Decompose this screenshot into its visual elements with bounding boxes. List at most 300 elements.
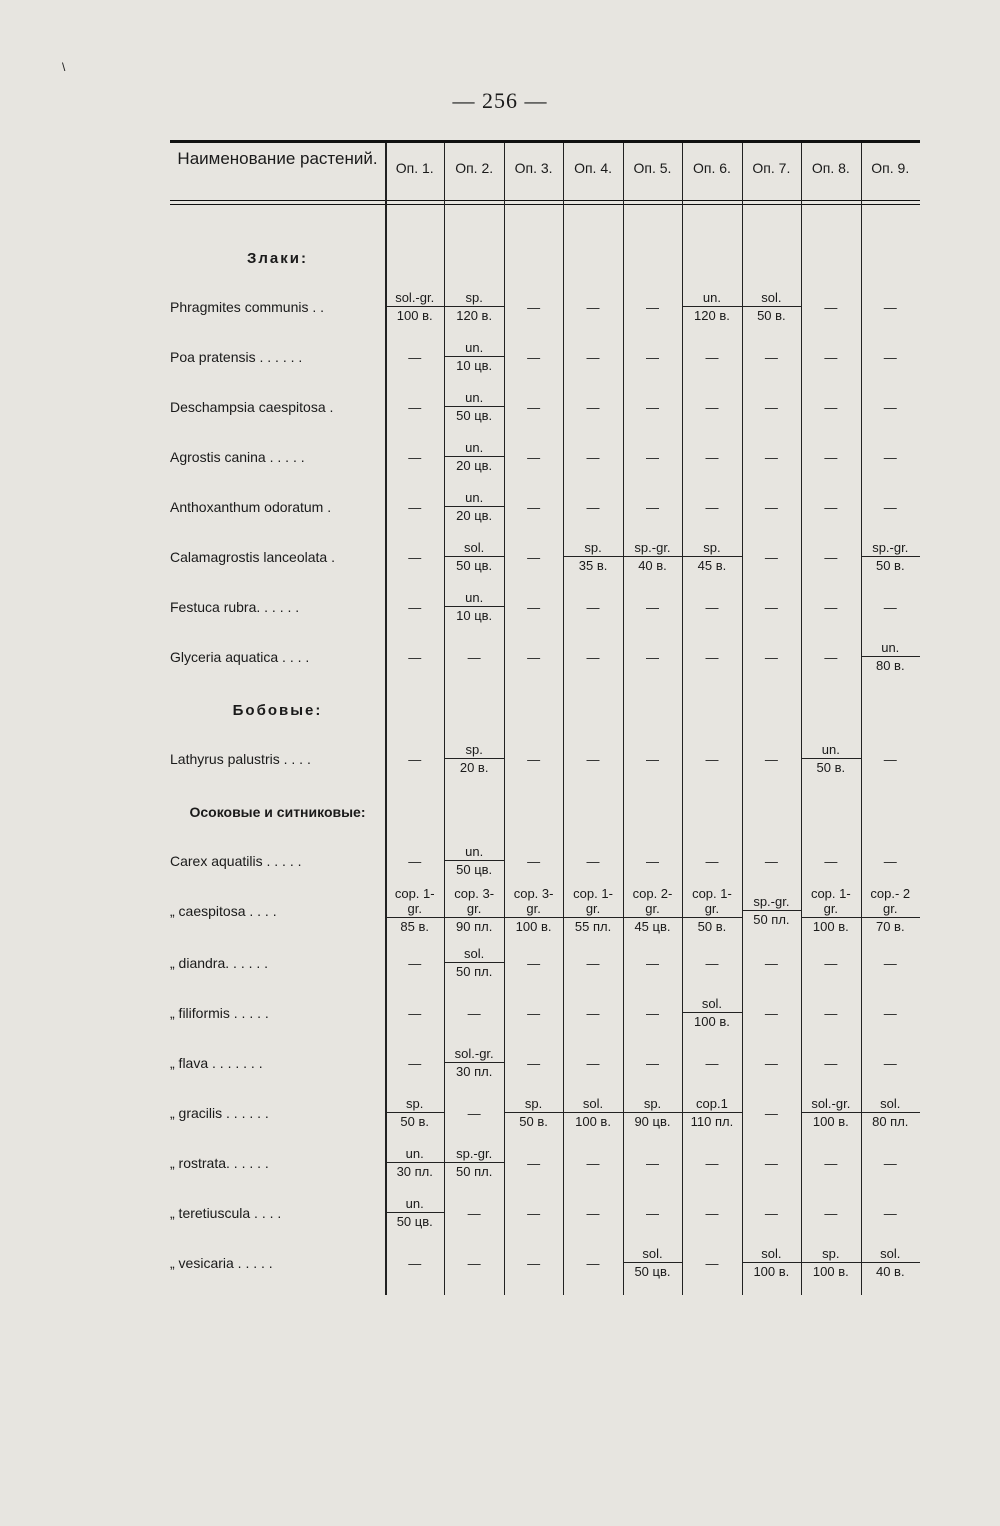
cell-abundance: sp. xyxy=(643,1096,662,1111)
stray-mark: \ xyxy=(62,60,66,74)
plant-name: Glyceria aquatica . . . . xyxy=(170,649,310,665)
table-cell xyxy=(504,1056,563,1071)
cell-dash: — xyxy=(645,752,659,767)
cell-abundance: un. xyxy=(821,742,840,757)
cell-dash: — xyxy=(824,956,838,971)
table-cell xyxy=(861,600,920,615)
cell-quantity: 100 в. xyxy=(504,917,563,934)
cell-abundance: un. xyxy=(465,340,484,355)
cell-dash: — xyxy=(467,650,481,665)
cell-abundance: sp.-gr. xyxy=(753,894,790,909)
table-cell xyxy=(444,650,503,665)
table-cell xyxy=(742,350,801,365)
table-cell xyxy=(444,1256,503,1271)
cell-dash: — xyxy=(408,956,422,971)
cell-dash: — xyxy=(764,450,778,465)
table-cell xyxy=(861,1206,920,1221)
table-cell xyxy=(385,752,444,767)
table-cell xyxy=(563,1256,622,1271)
cell-dash: — xyxy=(883,752,897,767)
table-cell xyxy=(563,350,622,365)
plant-name: Festuca rubra. . . . . . xyxy=(170,599,300,615)
cell-abundance: cop. 1- xyxy=(573,886,613,901)
cell-dash: — xyxy=(645,450,659,465)
cell-quantity: 90 пл. xyxy=(444,917,503,934)
cell-quantity: 100 в. xyxy=(801,1262,860,1279)
table-cell xyxy=(861,854,920,869)
table-cell xyxy=(742,450,801,465)
table-cell xyxy=(563,886,622,934)
cell-quantity: 90 цв. xyxy=(623,1112,682,1129)
table-cell xyxy=(742,1206,801,1221)
table-cell xyxy=(742,1156,801,1171)
table-cell xyxy=(623,1096,682,1129)
table-cell xyxy=(385,1096,444,1129)
table-cell xyxy=(682,500,741,515)
cell-quantity: 10 цв. xyxy=(444,606,503,623)
cell-dash: — xyxy=(527,1206,541,1221)
cell-quantity: 50 цв. xyxy=(444,860,503,877)
cell-dash: — xyxy=(824,1056,838,1071)
plant-name: „ gracilis . . . . . . xyxy=(170,1105,269,1121)
cell-dash: — xyxy=(527,752,541,767)
cell-quantity: 80 в. xyxy=(861,656,920,673)
table-cell xyxy=(682,854,741,869)
cell-dash: — xyxy=(586,600,600,615)
cell-abundance: gr. xyxy=(823,901,839,916)
table-cell xyxy=(623,886,682,934)
table-cell xyxy=(623,1246,682,1279)
table-cell xyxy=(504,1096,563,1129)
cell-quantity: 50 цв. xyxy=(385,1212,444,1229)
cell-dash: — xyxy=(408,1256,422,1271)
plant-name: „ flava . . . . . . . xyxy=(170,1055,263,1071)
cell-quantity: 80 пл. xyxy=(861,1112,920,1129)
cell-abundance: gr. xyxy=(407,901,422,916)
cell-dash: — xyxy=(586,752,600,767)
plant-name: „ vesicaria . . . . . xyxy=(170,1255,273,1271)
header-column-9: Оп. 9. xyxy=(871,160,910,176)
cell-dash: — xyxy=(408,600,422,615)
cell-abundance: cop. 1- xyxy=(810,886,851,901)
cell-dash: — xyxy=(883,854,897,869)
cell-dash: — xyxy=(645,350,659,365)
cell-dash: — xyxy=(764,350,778,365)
table-cell xyxy=(623,540,682,573)
cell-abundance: sol. xyxy=(464,946,485,961)
cell-abundance: cop.- 2 xyxy=(870,886,911,901)
table-cell xyxy=(563,400,622,415)
cell-quantity: 50 цв. xyxy=(623,1262,682,1279)
table-cell xyxy=(682,1096,741,1129)
header-column-1: Оп. 1. xyxy=(395,160,434,176)
cell-dash: — xyxy=(527,300,541,315)
cell-dash: — xyxy=(527,1156,541,1171)
plant-name: Agrostis canina . . . . . xyxy=(170,449,305,465)
table-cell xyxy=(801,400,860,415)
cell-abundance: un. xyxy=(465,844,484,859)
cell-abundance: sp.-gr. xyxy=(872,540,909,555)
cell-abundance: sol. xyxy=(761,290,782,305)
cell-quantity: 50 в. xyxy=(385,1112,444,1129)
table-cell xyxy=(444,540,503,573)
cell-dash: — xyxy=(883,1056,897,1071)
table-cell xyxy=(623,300,682,315)
table-cell xyxy=(742,500,801,515)
table-cell xyxy=(504,752,563,767)
cell-dash: — xyxy=(408,350,422,365)
cell-dash: — xyxy=(527,400,541,415)
table-cell xyxy=(623,1006,682,1021)
plant-name: Deschampsia caespitosa . xyxy=(170,399,334,415)
cell-dash: — xyxy=(883,500,897,515)
cell-dash: — xyxy=(586,1156,600,1171)
table-cell xyxy=(385,1006,444,1021)
table-cell xyxy=(385,1196,444,1229)
cell-abundance: sp. xyxy=(822,1246,840,1261)
header-rule-1 xyxy=(170,200,920,201)
header-plant-name: Наименование растений. xyxy=(177,149,378,168)
table-cell xyxy=(504,1006,563,1021)
cell-dash: — xyxy=(705,350,719,365)
table-cell xyxy=(444,946,503,979)
cell-quantity: 50 пл. xyxy=(444,1162,503,1179)
cell-quantity: 120 в. xyxy=(444,306,503,323)
table-cell xyxy=(444,490,503,523)
table-cell xyxy=(801,1206,860,1221)
table-cell xyxy=(801,350,860,365)
cell-quantity: 100 в. xyxy=(742,1262,801,1279)
cell-abundance: cop. 2- xyxy=(632,886,673,901)
table-cell xyxy=(861,752,920,767)
cell-abundance: sp.-gr. xyxy=(634,540,671,555)
table-cell xyxy=(385,650,444,665)
cell-quantity: 50 в. xyxy=(801,758,860,775)
table-cell xyxy=(861,640,920,673)
table-cell xyxy=(504,650,563,665)
cell-abundance: gr. xyxy=(585,901,601,916)
cell-dash: — xyxy=(705,1056,719,1071)
cell-abundance: sp. xyxy=(406,1096,424,1111)
cell-dash: — xyxy=(705,500,719,515)
cell-quantity: 20 цв. xyxy=(444,456,503,473)
table-cell xyxy=(801,500,860,515)
cell-dash: — xyxy=(824,500,838,515)
cell-dash: — xyxy=(824,550,838,565)
cell-abundance: cop. 3- xyxy=(513,886,554,901)
cell-abundance: sol. xyxy=(464,540,485,555)
cell-quantity: 50 в. xyxy=(504,1112,563,1129)
cell-dash: — xyxy=(824,450,838,465)
table-cell xyxy=(801,742,860,775)
cell-quantity: 100 в. xyxy=(801,1112,860,1129)
cell-dash: — xyxy=(645,500,659,515)
plant-table xyxy=(170,140,920,1295)
cell-abundance: un. xyxy=(702,290,721,305)
table-cell xyxy=(563,600,622,615)
cell-dash: — xyxy=(645,400,659,415)
table-top-rule xyxy=(170,140,920,143)
cell-abundance: sol. xyxy=(880,1096,901,1111)
cell-dash: — xyxy=(764,956,778,971)
table-cell xyxy=(682,996,741,1029)
table-cell xyxy=(623,450,682,465)
table-cell xyxy=(504,500,563,515)
table-cell xyxy=(563,1096,622,1129)
cell-dash: — xyxy=(705,450,719,465)
cell-dash: — xyxy=(705,854,719,869)
cell-abundance: un. xyxy=(465,440,484,455)
table-cell xyxy=(563,1056,622,1071)
cell-abundance: sp. xyxy=(465,742,483,757)
table-cell xyxy=(801,1006,860,1021)
cell-dash: — xyxy=(824,400,838,415)
cell-dash: — xyxy=(408,500,422,515)
table-cell xyxy=(563,540,622,573)
cell-dash: — xyxy=(527,854,541,869)
cell-abundance: gr. xyxy=(645,901,660,916)
cell-dash: — xyxy=(586,300,600,315)
cell-abundance: gr. xyxy=(526,901,541,916)
cell-abundance: un. xyxy=(465,590,484,605)
table-cell xyxy=(682,290,741,323)
cell-dash: — xyxy=(764,752,778,767)
table-cell xyxy=(563,500,622,515)
cell-dash: — xyxy=(883,450,897,465)
cell-dash: — xyxy=(527,1056,541,1071)
cell-dash: — xyxy=(586,450,600,465)
table-cell xyxy=(623,854,682,869)
plant-name: „ caespitosa . . . . xyxy=(170,903,277,919)
table-cell xyxy=(385,350,444,365)
cell-dash: — xyxy=(645,854,659,869)
table-cell xyxy=(682,400,741,415)
cell-dash: — xyxy=(527,500,541,515)
table-cell xyxy=(444,886,503,934)
table-cell xyxy=(444,844,503,877)
table-cell xyxy=(504,886,563,934)
header-column-7: Оп. 7. xyxy=(752,160,791,176)
cell-abundance: un. xyxy=(465,490,484,505)
cell-abundance: cop. 1- xyxy=(692,886,732,901)
cell-abundance: sp. xyxy=(703,540,721,555)
plant-name: „ diandra. . . . . . xyxy=(170,955,269,971)
table-cell xyxy=(623,500,682,515)
cell-quantity: 45 в. xyxy=(682,556,741,573)
table-cell xyxy=(385,500,444,515)
table-cell xyxy=(801,1246,860,1279)
table-cell xyxy=(385,886,444,934)
plant-name: Lathyrus palustris . . . . xyxy=(170,751,311,767)
cell-quantity: 50 в. xyxy=(682,917,741,934)
cell-abundance: un. xyxy=(405,1196,424,1211)
cell-dash: — xyxy=(764,600,778,615)
table-cell xyxy=(563,1206,622,1221)
table-cell xyxy=(682,450,741,465)
table-cell xyxy=(682,1256,741,1271)
table-cell xyxy=(861,886,920,934)
cell-dash: — xyxy=(824,600,838,615)
cell-dash: — xyxy=(586,854,600,869)
table-cell xyxy=(742,600,801,615)
cell-dash: — xyxy=(586,650,600,665)
cell-quantity: 50 цв. xyxy=(444,406,503,423)
table-cell xyxy=(385,290,444,323)
cell-quantity: 40 в. xyxy=(861,1262,920,1279)
table-cell xyxy=(742,650,801,665)
table-cell xyxy=(682,1056,741,1071)
cell-dash: — xyxy=(586,400,600,415)
table-cell xyxy=(504,300,563,315)
cell-quantity: 55 пл. xyxy=(563,917,622,934)
table-cell xyxy=(682,752,741,767)
table-cell xyxy=(504,1206,563,1221)
cell-dash: — xyxy=(764,550,778,565)
table-cell xyxy=(742,1246,801,1279)
table-cell xyxy=(682,350,741,365)
cell-abundance: gr. xyxy=(466,901,482,916)
table-cell xyxy=(861,500,920,515)
cell-abundance: sol.-gr. xyxy=(811,1096,851,1111)
table-cell xyxy=(742,752,801,767)
cell-quantity: 50 в. xyxy=(861,556,920,573)
cell-abundance: gr. xyxy=(704,901,720,916)
page-number: — 256 — xyxy=(452,88,548,113)
table-cell xyxy=(742,1006,801,1021)
cell-dash: — xyxy=(883,300,897,315)
cell-dash: — xyxy=(586,350,600,365)
cell-dash: — xyxy=(764,1206,778,1221)
section-heading: Осоковые и ситниковые: xyxy=(189,804,366,820)
cell-dash: — xyxy=(764,650,778,665)
table-cell xyxy=(504,600,563,615)
cell-dash: — xyxy=(645,1206,659,1221)
table-cell xyxy=(742,1106,801,1121)
cell-dash: — xyxy=(586,1006,600,1021)
cell-quantity: 20 цв. xyxy=(444,506,503,523)
table-cell xyxy=(623,1156,682,1171)
cell-dash: — xyxy=(527,350,541,365)
cell-abundance: cop. 1- xyxy=(394,886,435,901)
cell-abundance: cop. 3- xyxy=(454,886,495,901)
cell-dash: — xyxy=(705,752,719,767)
cell-quantity: 100 в. xyxy=(563,1112,622,1129)
cell-quantity: 30 пл. xyxy=(385,1162,444,1179)
table-cell xyxy=(444,440,503,473)
cell-abundance: sp. xyxy=(465,290,483,305)
cell-dash: — xyxy=(645,300,659,315)
cell-quantity: 100 в. xyxy=(385,306,444,323)
table-cell xyxy=(623,1056,682,1071)
cell-dash: — xyxy=(824,1156,838,1171)
cell-quantity: 45 цв. xyxy=(623,917,682,934)
cell-dash: — xyxy=(408,854,422,869)
table-cell xyxy=(444,1046,503,1079)
cell-dash: — xyxy=(527,550,541,565)
cell-dash: — xyxy=(883,956,897,971)
table-cell xyxy=(742,400,801,415)
cell-dash: — xyxy=(883,350,897,365)
table-cell xyxy=(861,1096,920,1129)
table-cell xyxy=(742,854,801,869)
cell-dash: — xyxy=(824,1006,838,1021)
cell-dash: — xyxy=(764,854,778,869)
table-cell xyxy=(563,450,622,465)
table-cell xyxy=(682,650,741,665)
cell-dash: — xyxy=(467,1256,481,1271)
table-cell xyxy=(385,400,444,415)
cell-quantity: 30 пл. xyxy=(444,1062,503,1079)
cell-quantity: 110 пл. xyxy=(682,1112,741,1129)
cell-abundance: un. xyxy=(465,390,484,405)
table-cell xyxy=(801,450,860,465)
table-cell xyxy=(444,590,503,623)
table-cell xyxy=(504,1256,563,1271)
cell-quantity: 20 в. xyxy=(444,758,503,775)
table-cell xyxy=(801,1096,860,1129)
table-cell xyxy=(801,300,860,315)
table-cell xyxy=(801,886,860,934)
cell-dash: — xyxy=(527,450,541,465)
table-cell xyxy=(682,600,741,615)
cell-dash: — xyxy=(764,1056,778,1071)
table-cell xyxy=(563,956,622,971)
cell-dash: — xyxy=(527,956,541,971)
table-cell xyxy=(444,390,503,423)
table-cell xyxy=(504,550,563,565)
cell-dash: — xyxy=(645,1056,659,1071)
header-column-2: Оп. 2. xyxy=(455,160,494,176)
table-cell xyxy=(444,1006,503,1021)
table-cell xyxy=(682,886,741,934)
table-cell xyxy=(801,650,860,665)
cell-abundance: sol. xyxy=(880,1246,901,1261)
table-cell xyxy=(861,1056,920,1071)
header-column-4: Оп. 4. xyxy=(574,160,613,176)
section-heading: Бобовые: xyxy=(232,702,323,719)
cell-dash: — xyxy=(764,1156,778,1171)
cell-quantity: 50 пл. xyxy=(742,910,801,927)
table-cell xyxy=(563,854,622,869)
header-rule-2 xyxy=(170,204,920,205)
table-cell xyxy=(623,350,682,365)
header-column-5: Оп. 5. xyxy=(633,160,672,176)
table-cell xyxy=(385,450,444,465)
cell-dash: — xyxy=(586,1056,600,1071)
cell-quantity: 50 цв. xyxy=(444,556,503,573)
table-cell xyxy=(861,400,920,415)
cell-dash: — xyxy=(705,1256,719,1271)
cell-dash: — xyxy=(824,350,838,365)
cell-quantity: 85 в. xyxy=(385,917,444,934)
table-cell xyxy=(623,956,682,971)
cell-dash: — xyxy=(824,1206,838,1221)
table-cell xyxy=(504,956,563,971)
cell-dash: — xyxy=(705,1206,719,1221)
cell-quantity: 120 в. xyxy=(682,306,741,323)
table-cell xyxy=(385,1256,444,1271)
plant-name: Poa pratensis . . . . . . xyxy=(170,349,303,365)
table-cell xyxy=(563,752,622,767)
table-cell xyxy=(742,894,801,927)
cell-dash: — xyxy=(883,400,897,415)
cell-quantity: 70 в. xyxy=(861,917,920,934)
cell-dash: — xyxy=(705,400,719,415)
cell-dash: — xyxy=(705,956,719,971)
cell-dash: — xyxy=(408,550,422,565)
cell-dash: — xyxy=(408,400,422,415)
header-column-8: Оп. 8. xyxy=(811,160,850,176)
